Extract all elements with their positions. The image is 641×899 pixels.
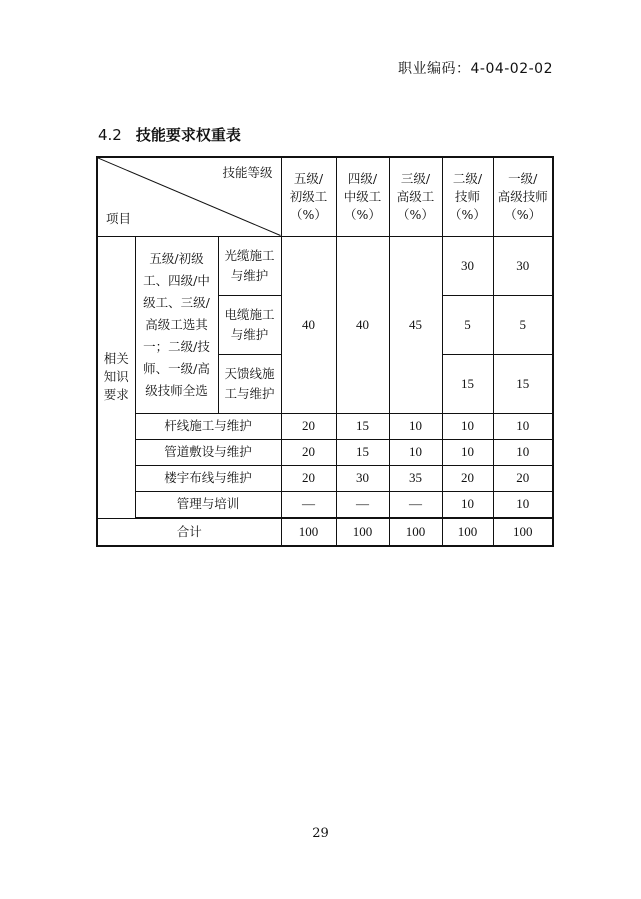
header-corner-top: 技能等级 xyxy=(222,165,273,180)
skill-weight-table xyxy=(96,156,554,547)
total-value: 100 xyxy=(336,518,389,546)
row-value: — xyxy=(336,491,389,517)
elective-item-3: 天馈线施 工与维护 xyxy=(218,354,281,413)
total-row xyxy=(97,518,553,546)
elective-item-1: 光缆施工 与维护 xyxy=(218,236,281,295)
row-value: 30 xyxy=(336,465,389,491)
level-header-2: 四级/ 中级工 （%） xyxy=(336,157,389,236)
row-value: 15 xyxy=(336,439,389,465)
occupation-code: 职业编码：4-04-02-02 xyxy=(397,61,553,77)
section-heading xyxy=(98,124,241,145)
row-value: 10 xyxy=(442,439,493,465)
section-title: 技能要求权重表 xyxy=(135,126,241,144)
elective-2-level-5: 5 xyxy=(493,295,553,354)
row-value: 20 xyxy=(281,465,336,491)
total-value: 100 xyxy=(389,518,442,546)
header-corner-cell xyxy=(97,157,281,236)
elective-value-level-1: 40 xyxy=(281,236,336,413)
elective-3-level-5: 15 xyxy=(493,354,553,413)
total-value: 100 xyxy=(281,518,336,546)
level-header-5: 一级/ 高级技师 （%） xyxy=(493,157,553,236)
level-header-4: 二级/ 技师 （%） xyxy=(442,157,493,236)
row-value: 20 xyxy=(442,465,493,491)
total-value: 100 xyxy=(493,518,553,546)
table-row xyxy=(97,439,553,465)
page-number: 29 xyxy=(312,826,329,841)
level-header-1: 五级/ 初级工 （%） xyxy=(281,157,336,236)
elective-3-level-4: 15 xyxy=(442,354,493,413)
section-number: 4.2 xyxy=(98,126,122,144)
row-label: 杆线施工与维护 xyxy=(135,413,281,439)
row-label: 管理与培训 xyxy=(135,491,281,517)
category-label: 相关 知识 要求 xyxy=(97,236,135,518)
level-header-3: 三级/ 高级工 （%） xyxy=(389,157,442,236)
total-value: 100 xyxy=(442,518,493,546)
header-corner-bottom: 项目 xyxy=(106,210,132,226)
row-value: — xyxy=(281,491,336,517)
row-value: — xyxy=(389,491,442,517)
elective-1-level-4: 30 xyxy=(442,236,493,295)
elective-1-level-5: 30 xyxy=(493,236,553,295)
row-value: 10 xyxy=(389,413,442,439)
row-value: 20 xyxy=(281,439,336,465)
row-value: 10 xyxy=(389,439,442,465)
row-value: 10 xyxy=(442,491,493,517)
table-row xyxy=(97,413,553,439)
elective-note: 五级/初级工、四级/中级工、三级/高级工选其一；二级/技师、一级/高级技师全选 xyxy=(135,236,218,413)
row-value: 10 xyxy=(493,413,553,439)
elective-2-level-4: 5 xyxy=(442,295,493,354)
elective-value-level-3: 45 xyxy=(389,236,442,413)
row-value: 35 xyxy=(389,465,442,491)
row-value: 10 xyxy=(493,439,553,465)
row-value: 15 xyxy=(336,413,389,439)
row-value: 10 xyxy=(493,491,553,517)
elective-value-level-2: 40 xyxy=(336,236,389,413)
elective-item-2: 电缆施工 与维护 xyxy=(218,295,281,354)
row-label: 管道敷设与维护 xyxy=(135,439,281,465)
total-label: 合计 xyxy=(97,518,281,546)
row-label: 楼宇布线与维护 xyxy=(135,465,281,491)
table-row xyxy=(97,465,553,491)
row-value: 10 xyxy=(442,413,493,439)
row-value: 20 xyxy=(281,413,336,439)
table-row xyxy=(97,491,553,517)
row-value: 20 xyxy=(493,465,553,491)
